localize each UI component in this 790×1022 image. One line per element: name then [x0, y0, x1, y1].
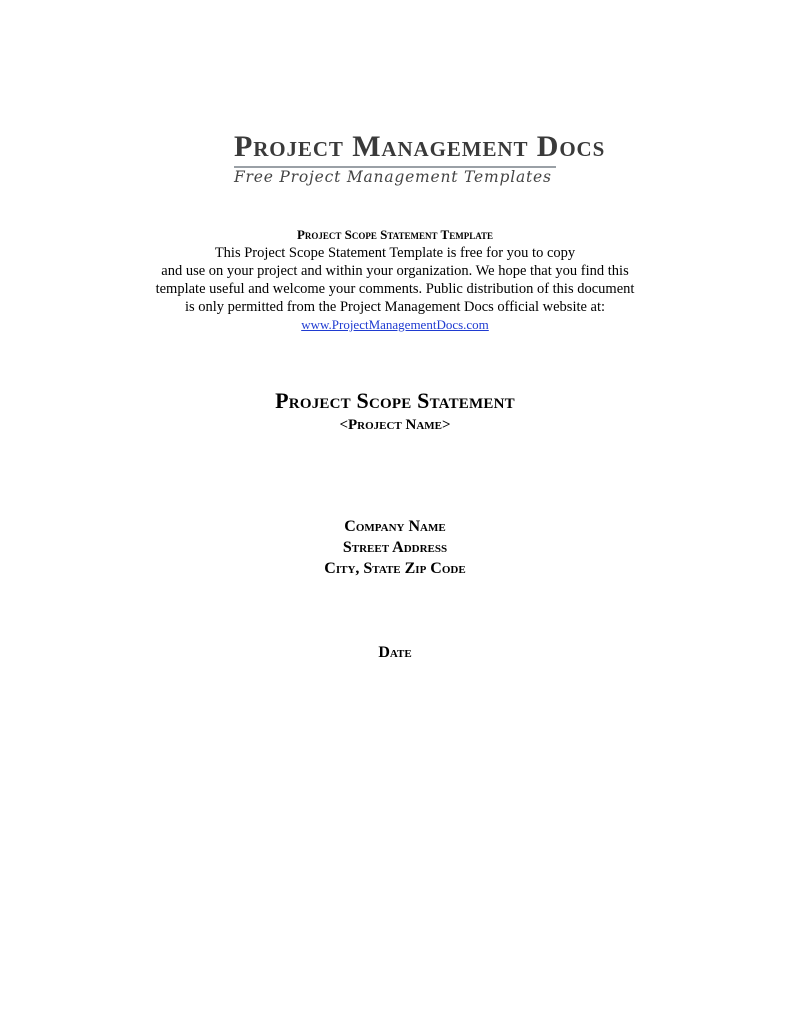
intro-line-2: and use on your project and within your organization. We hope that you find this: [161, 263, 629, 279]
date-label: Date: [378, 644, 412, 661]
website-link[interactable]: www.ProjectManagementDocs.com: [301, 317, 489, 332]
intro-line-1: This Project Scope Statement Template is free for you to copy: [214, 245, 576, 261]
logo-title: Project Management Docs: [234, 130, 606, 163]
company-name: Company Name: [344, 518, 446, 535]
street-address: Street Address: [342, 539, 448, 556]
project-name: <Project Name>: [339, 417, 451, 433]
intro-block: [0, 226, 790, 334]
title-block: [0, 387, 790, 435]
logo: [232, 130, 606, 188]
company-block: [0, 516, 790, 579]
intro-line-3: template useful and welcome your comments. Public distribution of this document: [155, 281, 635, 297]
intro-heading: Project Scope Statement Template: [296, 227, 494, 242]
document-title: Project Scope Statement: [275, 388, 515, 413]
intro-line-4: is only permitted from the Project Management Docs official website at:: [184, 299, 606, 315]
city-state-zip: City, State Zip Code: [324, 560, 466, 577]
date-block: [0, 642, 790, 663]
logo-subtitle: Free Project Management Templates: [234, 168, 552, 186]
